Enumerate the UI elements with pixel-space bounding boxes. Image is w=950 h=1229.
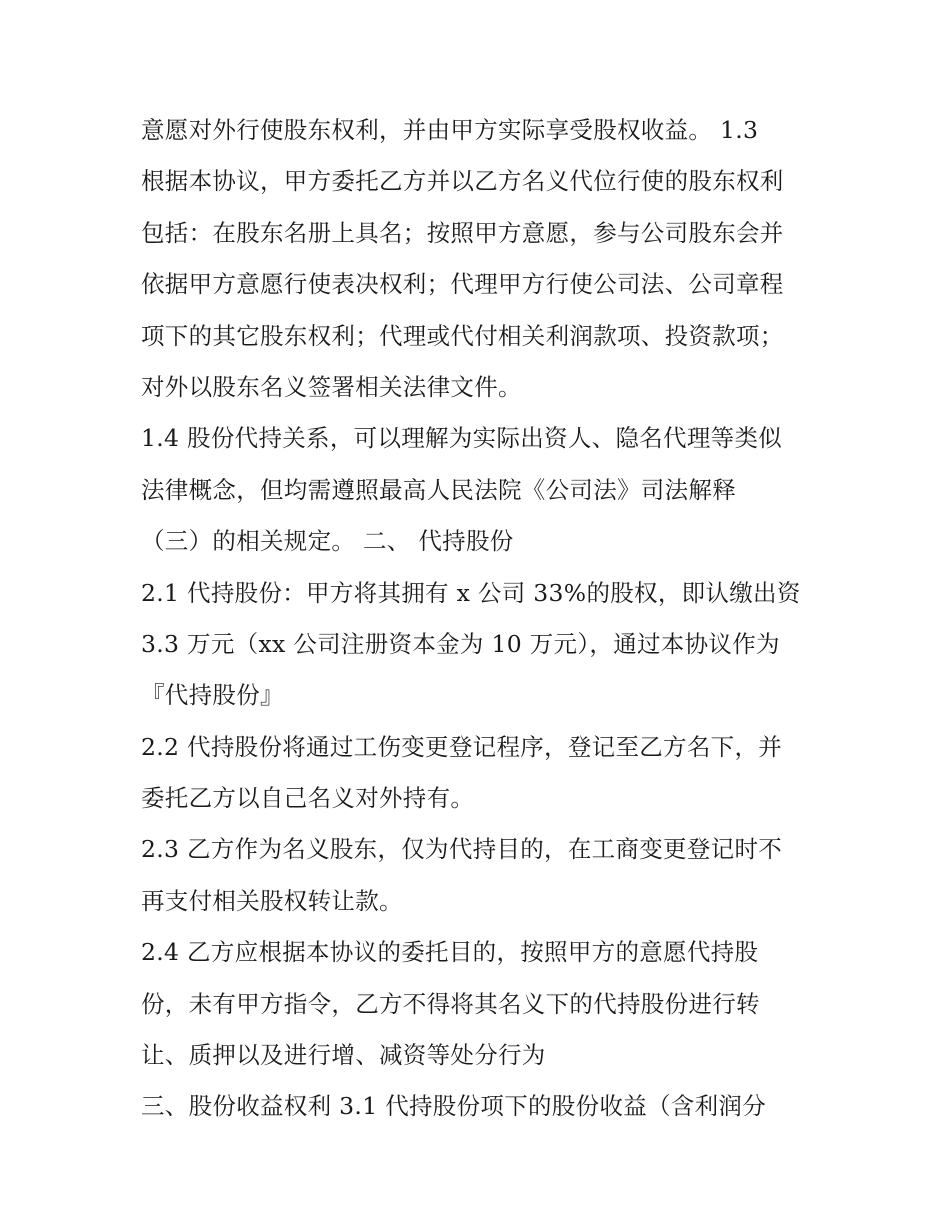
text-line: 包括：在股东名册上具名；按照甲方意愿，参与公司股东会并 bbox=[141, 218, 784, 247]
text-line: 法律概念，但均需遵照最高人民法院《公司法》司法解释 bbox=[141, 475, 736, 504]
text-line: 项下的其它股东权利；代理或代付相关利润款项、投资款项； bbox=[141, 321, 784, 350]
document-body bbox=[141, 105, 831, 1133]
text-line: 让、质押以及进行增、减资等处分行为 bbox=[141, 1041, 546, 1070]
text-line: 2.2 代持股份将通过工伤变更登记程序，登记至乙方名下，并 bbox=[141, 732, 783, 761]
text-line: 2.4 乙方应根据本协议的委托目的，按照甲方的意愿代持股 bbox=[141, 938, 759, 967]
text-line: 再支付相关股权转让款。 bbox=[141, 886, 403, 915]
text-line: 份，未有甲方指令，乙方不得将其名义下的代持股份进行转 bbox=[141, 989, 760, 1018]
text-line: 对外以股东名义签署相关法律文件。 bbox=[141, 372, 522, 401]
text-line: 2.3 乙方作为名义股东，仅为代持目的，在工商变更登记时不 bbox=[141, 835, 783, 864]
text-line: （三）的相关规定。 二、 代持股份 bbox=[141, 527, 514, 556]
text-line: 2.1 代持股份：甲方将其拥有 x 公司 33%的股权，即认缴出资 bbox=[141, 578, 801, 607]
text-line: 三、股份收益权利 3.1 代持股份项下的股份收益（含利润分 bbox=[141, 1092, 767, 1121]
text-line: 依据甲方意愿行使表决权利；代理甲方行使公司法、公司章程 bbox=[141, 270, 784, 299]
text-line: 1.4 股份代持关系，可以理解为实际出资人、隐名代理等类似 bbox=[141, 424, 783, 453]
text-line: 根据本协议，甲方委托乙方并以乙方名义代位行使的股东权利 bbox=[141, 167, 784, 196]
text-line: 意愿对外行使股东权利，并由甲方实际享受股权收益。 1.3 bbox=[141, 116, 759, 144]
text-line: 3.3 万元（xx 公司注册资本金为 10 万元），通过本协议作为 bbox=[141, 629, 780, 658]
text-line: 委托乙方以自己名义对外持有。 bbox=[141, 784, 475, 813]
text-line: 『代持股份』 bbox=[141, 681, 284, 710]
